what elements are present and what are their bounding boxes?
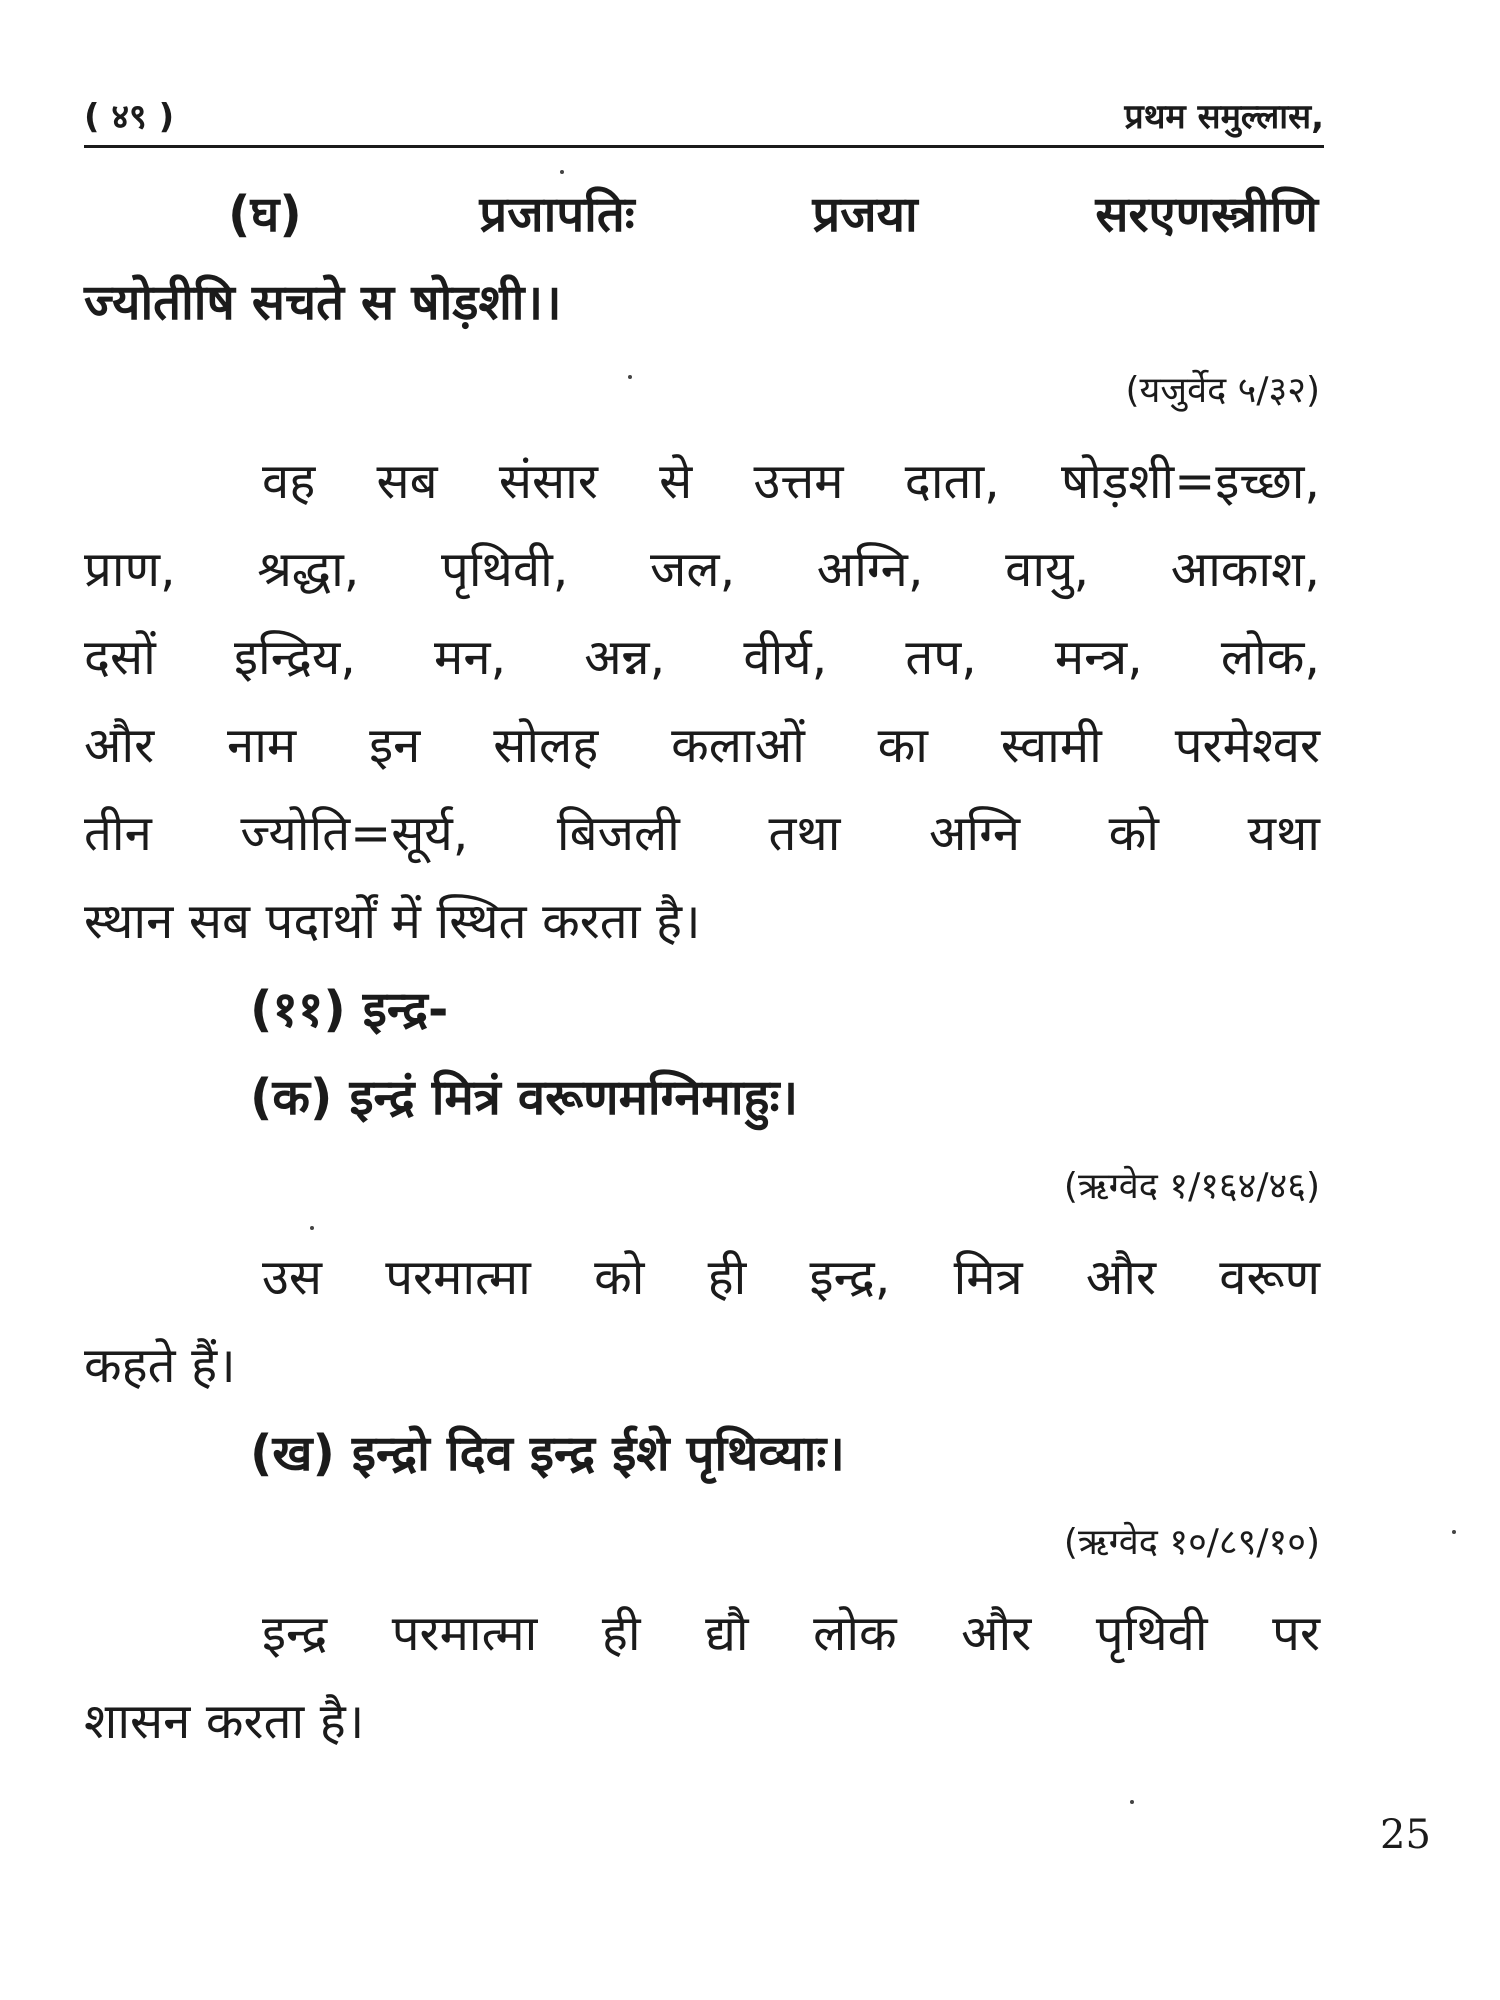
para3-line-1: इन्द्र परमात्मा ही द्यौ लोक और पृथिवी पर [262,1605,1320,1662]
page-number: 25 [1380,1812,1431,1858]
reference-rigveda-1: (ऋग्वेद १/१६४/४६) [1063,1166,1320,1207]
verse-gha-line-1: (घ) प्रजापतिः प्रजया सरएणस्त्रीणि [228,186,1318,243]
scan-speck [1452,1530,1456,1534]
reference-yajurveda: (यजुर्वेद ५/३२) [1125,370,1320,411]
para1-line-3: दसों इन्द्रिय, मन, अन्न, वीर्य, तप, मन्त्र, लोक, [84,629,1320,686]
para2-line-1: उस परमात्मा को ही इन्द्र, मित्र और वरूण [262,1249,1320,1306]
para1-line-6: स्थान सब पदार्थों में स्थित करता है। [84,893,701,950]
scan-speck [628,375,632,379]
para1-line-1: वह सब संसार से उत्तम दाता, षोड़शी=इच्छा, [262,453,1320,510]
header-page-marker: ( ४९ ) [84,97,175,137]
scan-speck [1130,1800,1134,1804]
running-header [84,86,1324,144]
header-chapter-title: प्रथम समुल्लास, [1124,97,1324,137]
para1-line-4: और नाम इन सोलह कलाओं का स्वामी परमेश्वर [84,717,1320,774]
header-rule [84,145,1324,148]
verse-kha: (ख) इन्द्रो दिव इन्द्र ईशे पृथिव्याः। [250,1425,845,1482]
reference-rigveda-2: (ऋग्वेद १०/८९/१०) [1063,1522,1320,1563]
para1-line-5: तीन ज्योति=सूर्य, बिजली तथा अग्नि को यथा [84,805,1320,862]
verse-gha-line-2: ज्योतीषि सचते स षोड़शी।। [84,274,562,331]
para3-line-2: शासन करता है। [84,1693,365,1750]
scan-speck [560,170,564,174]
scan-speck [310,1226,314,1230]
verse-ka: (क) इन्द्रं मित्रं वरूणमग्निमाहुः। [250,1069,799,1126]
para2-line-2: कहते हैं। [84,1337,236,1394]
section-heading-11: (११) इन्द्र- [250,981,449,1038]
para1-line-2: प्राण, श्रद्धा, पृथिवी, जल, अग्नि, वायु, आकाश, [84,541,1320,598]
